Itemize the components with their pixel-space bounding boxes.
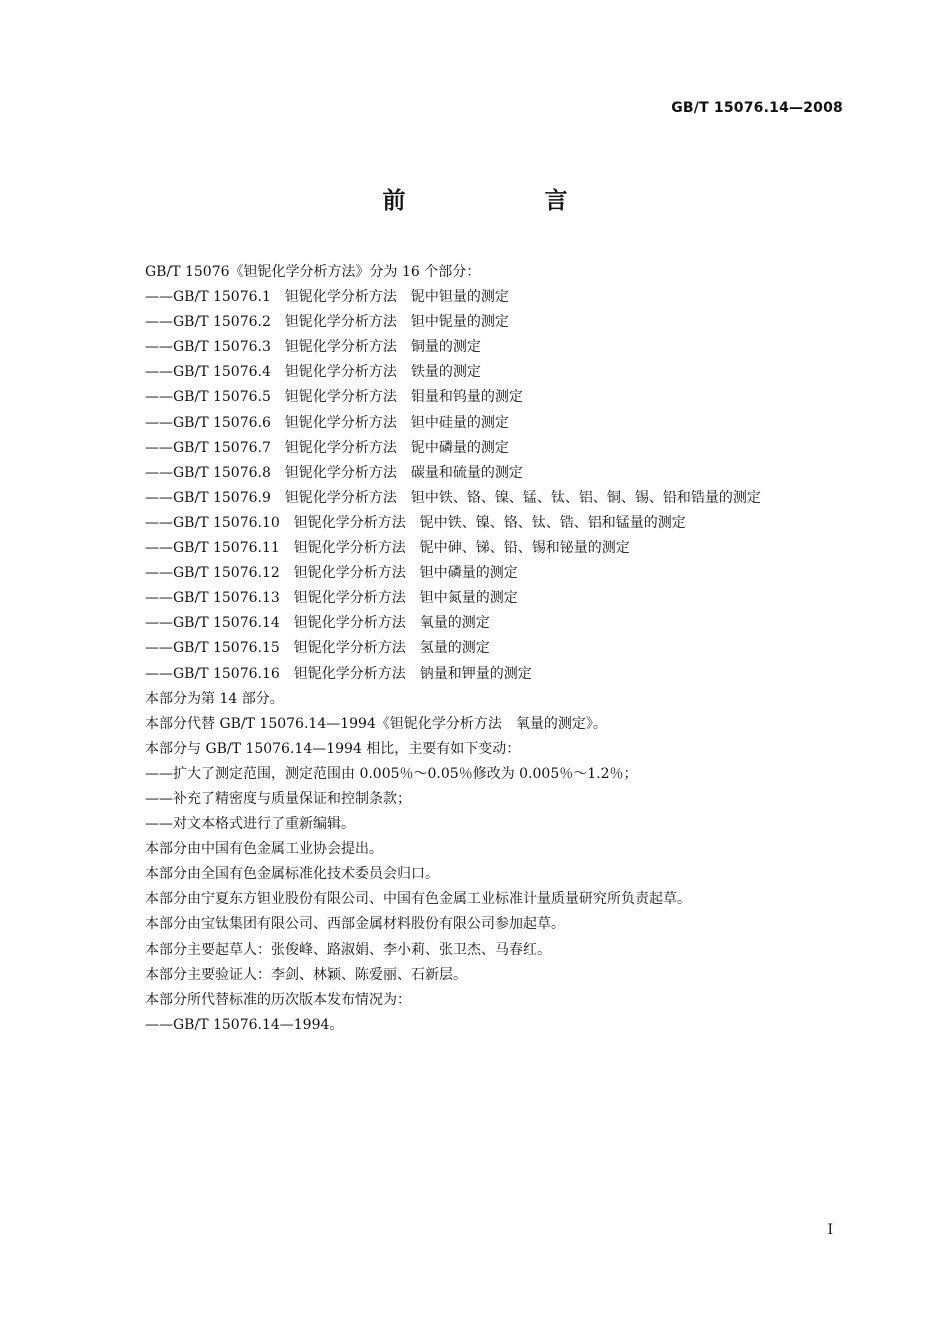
- part-series: 钽铌化学分析方法: [284, 314, 397, 331]
- paragraph-line: ——补充了精密度与质量保证和控制条款；: [145, 790, 411, 807]
- part-topic: 铌中磷量的测定: [410, 439, 509, 456]
- part-topic: 钽中氮量的测定: [419, 590, 518, 607]
- paragraph-line: 本部分主要验证人：李剑、林颖、陈爱丽、石新层。: [145, 966, 467, 983]
- part-series: 钽铌化学分析方法: [284, 489, 397, 506]
- page-number: I: [827, 1222, 833, 1238]
- part-list-item: [145, 662, 845, 687]
- page-title: 前 言: [382, 188, 626, 214]
- part-code: ——GB/T 15076.10: [145, 514, 280, 531]
- part-list-item: [145, 385, 845, 410]
- part-code: ——GB/T 15076.6: [145, 414, 271, 431]
- part-topic: 碳量和硫量的测定: [410, 464, 523, 481]
- part-code: ——GB/T 15076.8: [145, 464, 271, 481]
- foreword-body: [145, 260, 845, 1038]
- paragraph-line: ——扩大了测定范围，测定范围由 0.005％～0.05％修改为 0.005％～1.2％；: [145, 765, 638, 782]
- part-topic: 钽中铌量的测定: [410, 314, 509, 331]
- paragraph-line: 本部分由全国有色金属标准化技术委员会归口。: [145, 866, 439, 883]
- part-list-item: [145, 511, 845, 536]
- part-list-item: [145, 611, 845, 636]
- part-topic: 铜量的测定: [410, 339, 481, 356]
- part-code: ——GB/T 15076.7: [145, 439, 271, 456]
- paragraph-line: ——对文本格式进行了重新编辑。: [145, 816, 355, 833]
- part-topic: 钽中铁、铬、镍、锰、钛、铝、铜、锡、铅和锆量的测定: [410, 489, 761, 506]
- part-series: 钽铌化学分析方法: [284, 389, 397, 406]
- part-series: 钽铌化学分析方法: [293, 665, 406, 682]
- part-code: ——GB/T 15076.14: [145, 615, 280, 632]
- paragraph-line: 本部分主要起草人：张俊峰、路淑娟、李小莉、张卫杰、马春红。: [145, 941, 551, 958]
- part-series: 钽铌化学分析方法: [284, 339, 397, 356]
- part-list-item: [145, 561, 845, 586]
- part-series: 钽铌化学分析方法: [284, 364, 397, 381]
- part-series: 钽铌化学分析方法: [284, 289, 397, 306]
- part-series: 钽铌化学分析方法: [293, 590, 406, 607]
- part-series: 钽铌化学分析方法: [284, 414, 397, 431]
- part-code: ——GB/T 15076.11: [145, 540, 280, 557]
- part-series: 钽铌化学分析方法: [293, 514, 406, 531]
- part-list-item: [145, 436, 845, 461]
- part-topic: 钽中硅量的测定: [410, 414, 509, 431]
- paragraph-list: [145, 687, 845, 1038]
- paragraph-line: 本部分由宁夏东方钽业股份有限公司、中国有色金属工业标准计量质量研究所负责起草。: [145, 891, 691, 908]
- part-code: ——GB/T 15076.9: [145, 489, 271, 506]
- part-code: ——GB/T 15076.4: [145, 364, 271, 381]
- intro-line: GB/T 15076《钽铌化学分析方法》分为 16 个部分：: [145, 264, 481, 280]
- part-topic: 钼量和钨量的测定: [410, 389, 523, 406]
- part-series: 钽铌化学分析方法: [293, 565, 406, 582]
- part-topic: 氧量的测定: [419, 615, 490, 632]
- part-code: ——GB/T 15076.13: [145, 590, 280, 607]
- paragraph-line: 本部分由中国有色金属工业协会提出。: [145, 841, 383, 858]
- part-topic: 钽中磷量的测定: [419, 565, 518, 582]
- part-list-item: [145, 586, 845, 611]
- part-code: ——GB/T 15076.12: [145, 565, 280, 582]
- part-list-item: [145, 285, 845, 310]
- part-topic: 铌中铁、镍、铬、钛、锆、铝和锰量的测定: [419, 514, 686, 531]
- part-list-item: [145, 536, 845, 561]
- part-topic: 钠量和钾量的测定: [419, 665, 532, 682]
- paragraph-line: ——GB/T 15076.14—1994。: [145, 1016, 344, 1033]
- part-topic: 氢量的测定: [419, 640, 490, 657]
- paragraph-line: 本部分由宝钛集团有限公司、西部金属材料股份有限公司参加起草。: [145, 916, 565, 933]
- part-topic: 铌中砷、锑、铅、锡和铋量的测定: [419, 540, 630, 557]
- part-list-item: [145, 360, 845, 385]
- part-list-item: [145, 310, 845, 335]
- part-series: 钽铌化学分析方法: [293, 640, 406, 657]
- paragraph-line: 本部分所代替标准的历次版本发布情况为：: [145, 991, 411, 1008]
- part-series: 钽铌化学分析方法: [293, 615, 406, 632]
- part-list-item: [145, 636, 845, 661]
- part-series: 钽铌化学分析方法: [284, 439, 397, 456]
- part-topic: 铌中钽量的测定: [410, 289, 509, 306]
- part-code: ——GB/T 15076.16: [145, 665, 280, 682]
- part-code: ——GB/T 15076.3: [145, 339, 271, 356]
- part-code: ——GB/T 15076.5: [145, 389, 271, 406]
- part-topic: 铁量的测定: [410, 364, 481, 381]
- paragraph-line: 本部分为第 14 部分。: [145, 690, 284, 707]
- part-list-item: [145, 411, 845, 436]
- part-list-item: [145, 486, 845, 511]
- part-series: 钽铌化学分析方法: [293, 540, 406, 557]
- part-code: ——GB/T 15076.1: [145, 289, 271, 306]
- parts-list: [145, 285, 845, 687]
- paragraph-line: 本部分与 GB/T 15076.14—1994 相比，主要有如下变动：: [145, 740, 521, 757]
- part-series: 钽铌化学分析方法: [284, 464, 397, 481]
- part-list-item: [145, 461, 845, 486]
- part-list-item: [145, 335, 845, 360]
- part-code: ——GB/T 15076.2: [145, 314, 271, 331]
- paragraph-line: 本部分代替 GB/T 15076.14—1994《钽铌化学分析方法 氧量的测定》。: [145, 715, 607, 732]
- standard-code: GB/T 15076.14—2008: [671, 100, 843, 116]
- part-code: ——GB/T 15076.15: [145, 640, 280, 657]
